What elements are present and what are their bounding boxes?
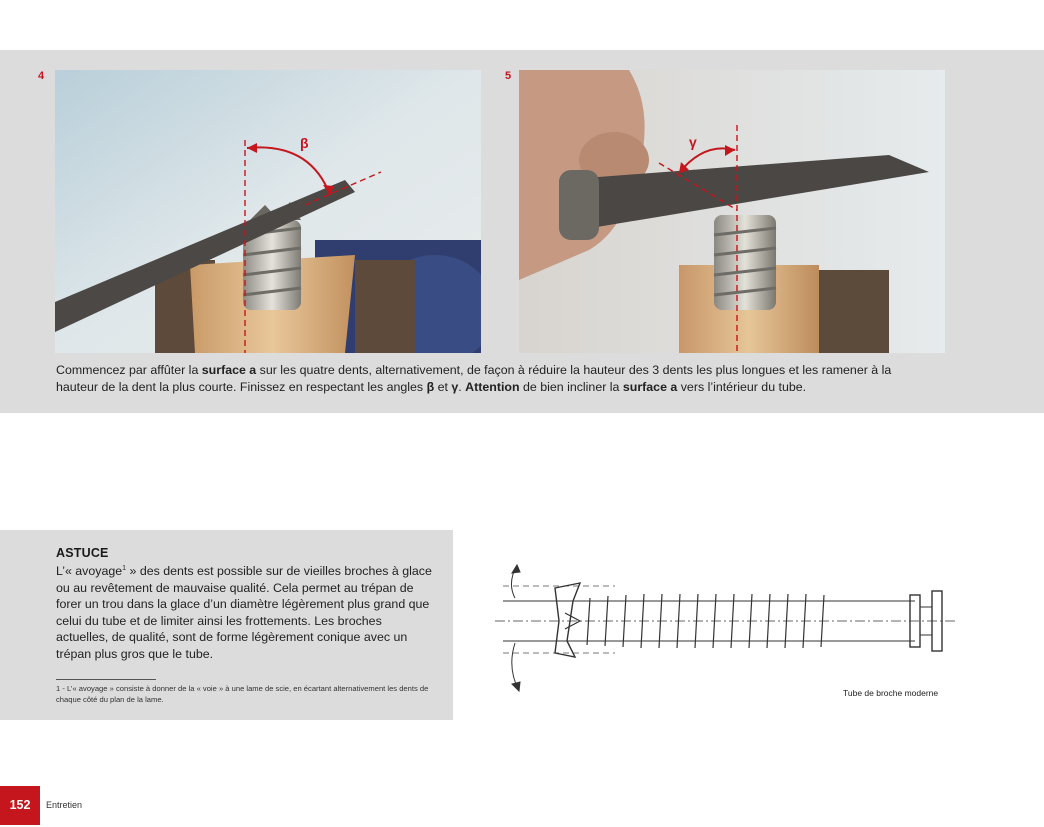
angle-label-beta: β — [300, 135, 309, 151]
caption-text: sur les quatre dents, alternativement, de façon à réduire la hauteur des 3 dents les plus longues et les ramener à la hauteur de la dent la plus courte. Finissez en respectant les angles — [56, 363, 892, 394]
caption-text: Commencez par affûter la — [56, 363, 202, 377]
footnote: 1 - L’« avoyage » consiste à donner de la « voie » à une lame de scie, en écartant alternativement les dents de chaque côté du plan de la lame. — [56, 684, 429, 704]
footnote-ref: 1 — [122, 564, 127, 572]
caption-text: et — [434, 380, 452, 394]
angle-label-gamma: γ — [689, 134, 697, 150]
figure-number-5: 5 — [505, 70, 512, 82]
tip-text: L’« avoyage — [56, 564, 123, 578]
section-name: Entretien — [46, 800, 83, 810]
caption-emphasis: β — [426, 380, 435, 394]
photo-file-angle-beta — [55, 70, 481, 353]
tip-body — [56, 563, 436, 662]
photo-caption — [56, 362, 936, 396]
tip-text: » des dents est possible sur de vieilles broches à glace ou au revêtement de mauvaise qualité. Cela permet au trépan de forer un trou dans la glace d’un diamètre légèrement plus grand que celui du tube et de limiter ainsi les frottements. Les broches actuelles, de qualité, sont de forme légèrement conique avec un trépan plus gros que le tube. — [56, 564, 432, 661]
caption-emphasis: γ — [451, 380, 459, 394]
caption-text: de bien incliner la — [519, 380, 623, 394]
footnote-divider — [56, 679, 156, 680]
page-number: 152 — [0, 786, 40, 825]
caption-text: vers l’intérieur du tube. — [677, 380, 807, 394]
caption-emphasis: Attention — [465, 380, 520, 394]
figure-number-4: 4 — [38, 70, 45, 82]
caption-emphasis: surface a — [622, 380, 678, 394]
caption-emphasis: surface a — [201, 363, 257, 377]
tip-title: ASTUCE — [56, 546, 109, 560]
drawing-caption: Tube de broche moderne — [843, 688, 939, 698]
ice-screw-drawing — [495, 553, 955, 703]
caption-text: . — [458, 380, 466, 394]
photo-file-angle-gamma — [519, 70, 945, 353]
